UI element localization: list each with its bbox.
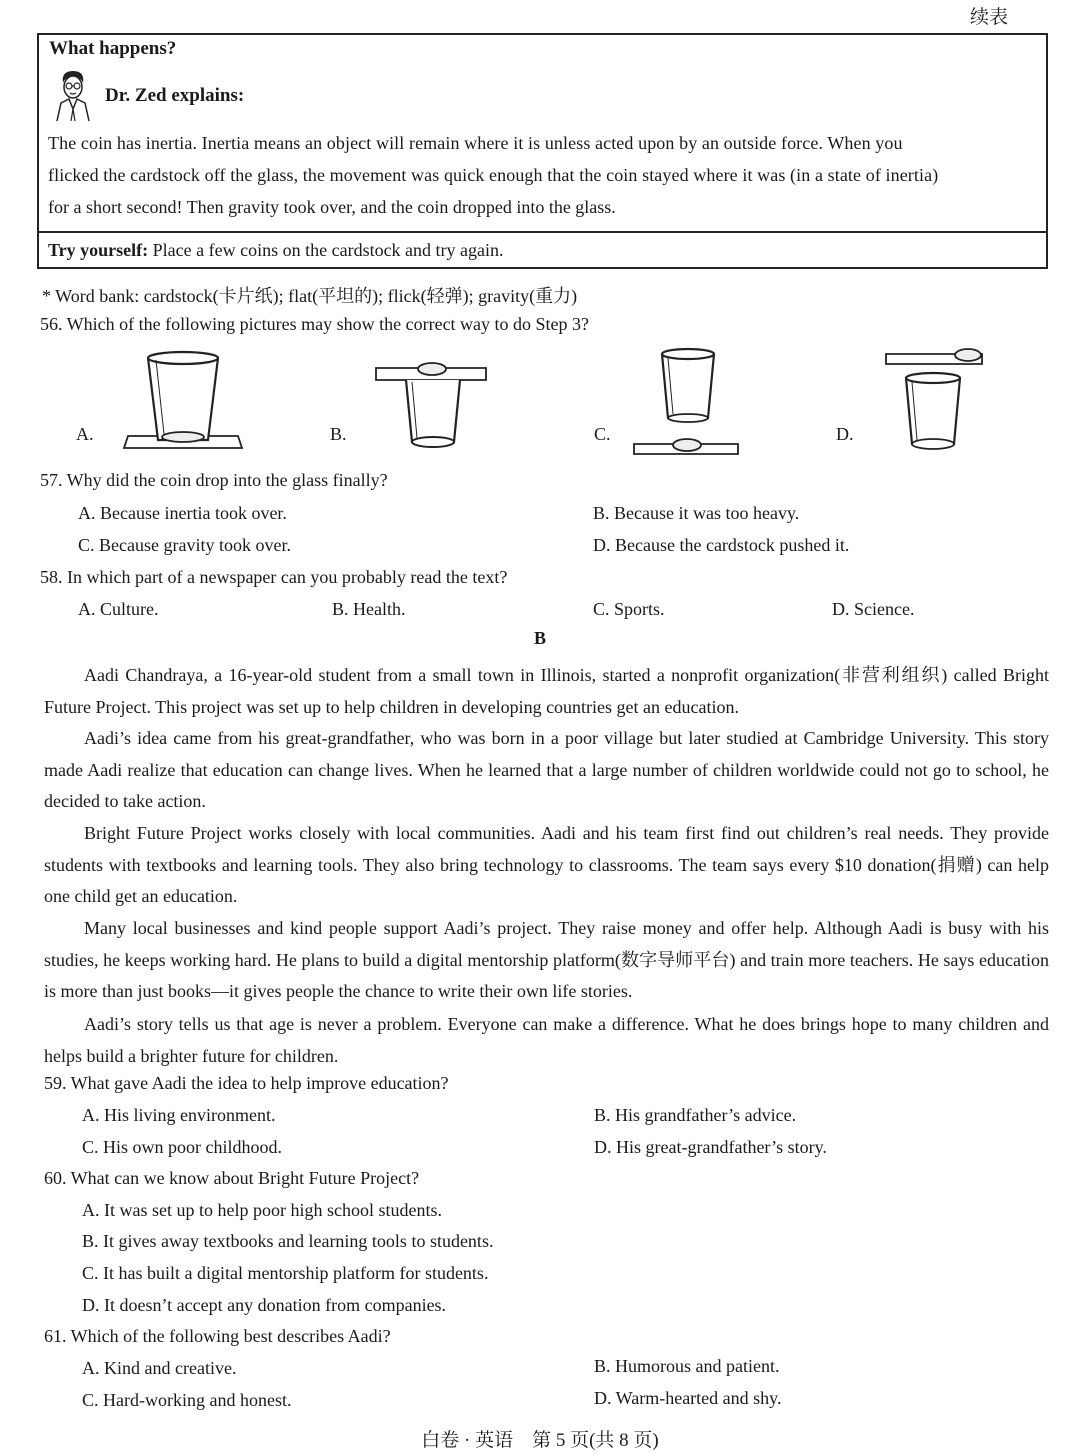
option-59-b[interactable]: B. His grandfather’s advice. — [594, 1105, 797, 1125]
try-yourself-row — [48, 240, 504, 261]
continued-label: 续表 — [969, 7, 1008, 28]
option-60-a[interactable]: A. It was set up to help poor high school students. — [82, 1200, 442, 1220]
option-59-c[interactable]: C. His own poor childhood. — [82, 1137, 282, 1157]
option-56-b-letter[interactable]: B. — [330, 424, 347, 444]
explanation-line-2: flicked the cardstock off the glass, the movement was quick enough that the coin stayed where it was (in a state of inertia) — [48, 165, 939, 185]
option-61-b[interactable]: B. Humorous and patient. — [594, 1356, 780, 1376]
picture-option-b — [372, 360, 490, 450]
word-bank: * Word bank: cardstock(卡片纸); flat(平坦的); flick(轻弹); gravity(重力) — [42, 286, 578, 306]
question-57: 57. Why did the coin drop into the glass finally? — [40, 470, 388, 490]
option-57-b[interactable]: B. Because it was too heavy. — [593, 503, 800, 523]
option-61-c[interactable]: C. Hard-working and honest. — [82, 1390, 292, 1410]
option-56-d-letter[interactable]: D. — [836, 424, 854, 444]
option-60-d[interactable]: D. It doesn’t accept any donation from companies. — [82, 1295, 447, 1315]
option-56-a-letter[interactable]: A. — [76, 424, 94, 444]
explanation-box — [37, 33, 1048, 269]
option-58-d[interactable]: D. Science. — [832, 599, 915, 619]
option-59-d[interactable]: D. His great-grandfather’s story. — [594, 1137, 827, 1157]
passage-paragraph-4: Many local businesses and kind people support Aadi’s project. They raise money and offer help. Although Aadi is busy with his studies, he keeps working hard. He plans to build a digital mentorship platform(数字导师平台) and train more teachers. He says education is more than just books—it gives people the chance to write their own life stories. — [44, 918, 1049, 1001]
try-yourself-label: Try yourself: — [48, 240, 149, 260]
question-58: 58. In which part of a newspaper can you probably read the text? — [40, 567, 508, 587]
question-60: 60. What can we know about Bright Future Project? — [44, 1168, 420, 1188]
what-happens-heading: What happens? — [49, 38, 177, 59]
passage-paragraph-2: Aadi’s idea came from his great-grandfather, who was born in a poor village but later studied at Cambridge University. This story made Aadi realize that education can change lives. When he learned that a large number of children worldwide could not go to school, he decided to take action. — [44, 728, 1049, 811]
explanation-line-3: for a short second! Then gravity took over, and the coin dropped into the glass. — [48, 197, 616, 217]
picture-option-d — [884, 348, 984, 452]
option-58-b[interactable]: B. Health. — [332, 599, 406, 619]
passage-paragraph-5: Aadi’s story tells us that age is never a problem. Everyone can make a difference. What he does brings hope to many children and helps build a brighter future for children. — [44, 1014, 1049, 1066]
option-60-b[interactable]: B. It gives away textbooks and learning tools to students. — [82, 1231, 494, 1251]
option-57-d[interactable]: D. Because the cardstock pushed it. — [593, 535, 850, 555]
option-61-a[interactable]: A. Kind and creative. — [82, 1358, 237, 1378]
option-61-d[interactable]: D. Warm-hearted and shy. — [594, 1388, 782, 1408]
option-57-c[interactable]: C. Because gravity took over. — [78, 535, 291, 555]
picture-option-a — [124, 350, 242, 450]
question-59: 59. What gave Aadi the idea to help improve education? — [44, 1073, 449, 1093]
option-57-a[interactable]: A. Because inertia took over. — [78, 503, 287, 523]
option-56-c-letter[interactable]: C. — [594, 424, 611, 444]
option-59-a[interactable]: A. His living environment. — [82, 1105, 276, 1125]
explains-heading: Dr. Zed explains: — [105, 85, 245, 106]
picture-option-c — [632, 348, 740, 458]
box-divider — [39, 231, 1046, 233]
option-60-c[interactable]: C. It has built a digital mentorship platform for students. — [82, 1263, 489, 1283]
passage-paragraph-3: Bright Future Project works closely with local communities. Aadi and his team first find out children’s real needs. They provide students with textbooks and learning tools. They also bring technology to classrooms. The team says every $10 donation(捐赠) can help one child get an education. — [44, 823, 1049, 906]
page-footer: 白卷 · 英语 第 5 页(共 8 页) — [421, 1430, 659, 1451]
question-56: 56. Which of the following pictures may show the correct way to do Step 3? — [40, 314, 590, 334]
try-yourself-text: Place a few coins on the cardstock and try again. — [152, 240, 504, 260]
explanation-line-1: The coin has inertia. Inertia means an object will remain where it is unless acted upon by an outside force. When you — [48, 133, 903, 153]
option-58-c[interactable]: C. Sports. — [593, 599, 665, 619]
option-58-a[interactable]: A. Culture. — [78, 599, 159, 619]
question-61: 61. Which of the following best describes Aadi? — [44, 1326, 391, 1346]
scientist-icon — [51, 69, 95, 121]
section-b-title: B — [533, 628, 546, 648]
passage-paragraph-1: Aadi Chandraya, a 16-year-old student from a small town in Illinois, started a nonprofit organization(非营利组织) called Bright Future Project. This project was set up to help children in developing countries get an education. — [44, 665, 1049, 717]
